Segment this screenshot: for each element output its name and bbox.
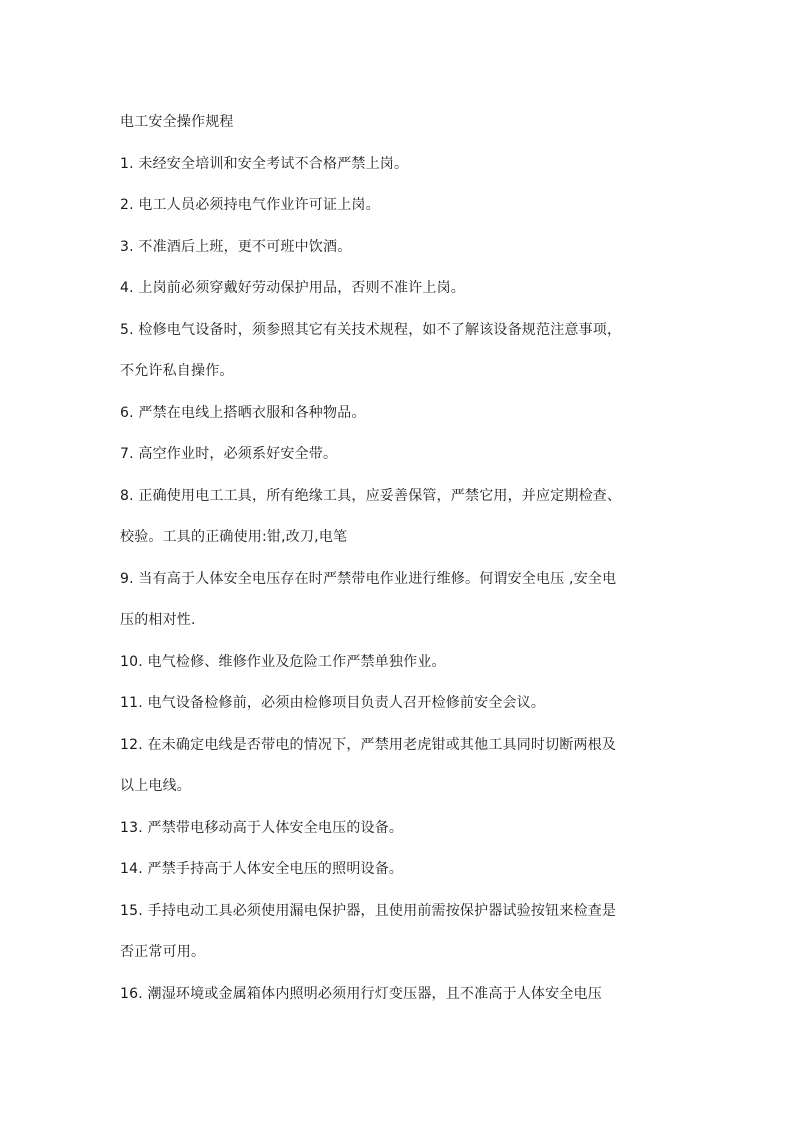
text-line: 9. 当有高于人体安全电压存在时严禁带电作业进行维修。何谓安全电压 ,安全电 [120,570,617,587]
text-line: 7. 高空作业时，必须系好安全带。 [120,446,338,462]
text-line: 16. 潮湿环境或金属箱体内照明必须用行灯变压器，且不准高于人体安全电压 [120,985,602,1002]
text-line: 不允许私自操作。 [120,363,234,379]
text-line: 15. 手持电动工具必须使用漏电保护器，且使用前需按保护器试验按钮来检查是 [120,902,617,919]
text-line: 以上电线。 [120,778,191,794]
text-line: 12. 在未确定电线是否带电的情况下，严禁用老虎钳或其他工具同时切断两根及 [120,736,617,753]
text-line: 8. 正确使用电工工具，所有绝缘工具，应妥善保管，严禁它用，并应定期检查、 [120,487,622,504]
document-title: 电工安全操作规程 [120,114,234,130]
text-line: 6. 严禁在电线上搭晒衣服和各种物品。 [120,404,366,421]
document-body [120,102,680,1015]
text-line: 1. 未经安全培训和安全考试不合格严禁上岗。 [120,155,409,172]
text-line: 2. 电工人员必须持电气作业许可证上岗。 [120,197,380,213]
text-line: 3. 不准酒后上班，更不可班中饮酒。 [120,238,352,255]
text-line: 压的相对性. [120,612,196,628]
text-line: 校验。工具的正确使用:钳,改刀,电笔 [120,529,348,545]
text-line: 10. 电气检修、维修作业及危险工作严禁单独作业。 [120,653,446,670]
text-line: 否正常可用。 [120,944,206,960]
text-line: 11. 电气设备检修前，必须由检修项目负责人召开检修前安全会议。 [120,695,546,711]
text-line: 4. 上岗前必须穿戴好劳动保护用品，否则不准许上岗。 [120,280,466,296]
text-line: 5. 检修电气设备时，须参照其它有关技术规程，如不了解该设备规范注意事项， [120,321,622,338]
text-line: 14. 严禁手持高于人体安全电压的照明设备。 [120,861,404,877]
text-line: 13. 严禁带电移动高于人体安全电压的设备。 [120,819,404,836]
